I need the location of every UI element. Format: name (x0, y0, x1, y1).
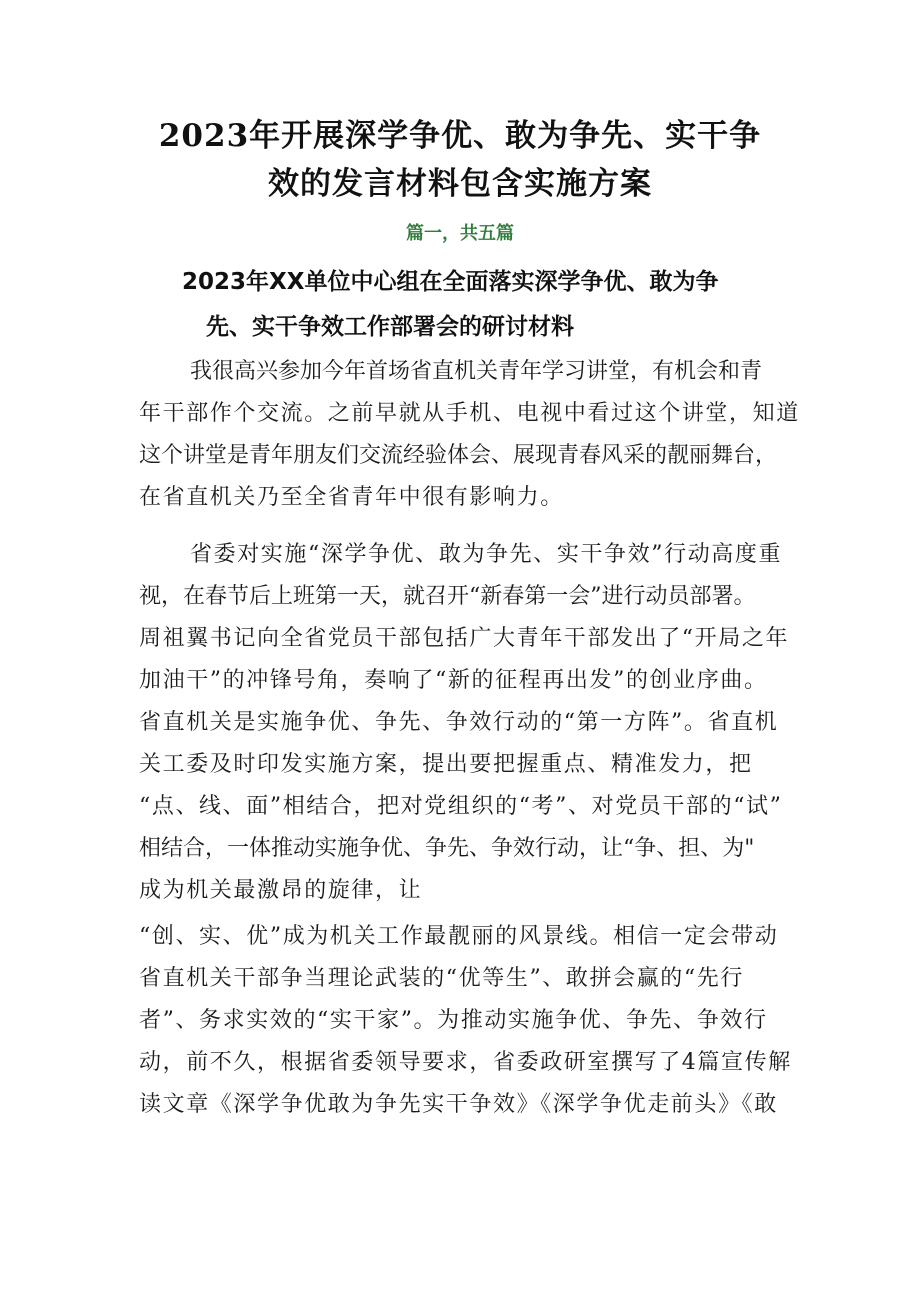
body-line: 在省直机关乃至全省青年中很有影响力。 (139, 485, 564, 510)
body-line: 关工委及时印发实施方案，提出要把握重点、精准发力，把 (139, 752, 753, 777)
body-line: 加油干”的冲锋号角，奏响了“新的征程再出发”的创业序曲。 (139, 668, 768, 693)
body-line: 省直机关是实施争优、争先、争效行动的“第一方阵”。省直机 (139, 710, 779, 735)
body-line: 省直机关干部争当理论武装的“优等生”、敢拼会赢的“先行 (139, 966, 744, 991)
body-line: “点、线、面”相结合，把对党组织的“考”、对党员干部的“试” (139, 794, 783, 819)
body-line: 者”、务求实效的“实干家”。为推动实施争优、争先、争效行 (139, 1008, 768, 1033)
body-line: 年干部作个交流。之前早就从手机、电视中看过这个讲堂，知道 (139, 401, 800, 426)
body-line: 读文章《深学争优敢为争先实干争效》《深学争优走前头》《敢 (139, 1092, 778, 1117)
section-title-line-1: 2023年XX单位中心组在全面落实深学争优、敢为争 (182, 269, 719, 295)
body-line: 我很高兴参加今年首场省直机关青年学习讲堂，有机会和青 (190, 359, 763, 384)
body-line: “创、实、优”成为机关工作最靓丽的风景线。相信一定会带动 (139, 924, 779, 949)
body-line: 成为机关最激昂的旋律，让 (139, 878, 423, 903)
document-title-line-2: 效的发言材料包含实施方案 (268, 166, 652, 202)
body-line: 视，在春节后上班第一天，就召开“新春第一会”进行动员部署。 (139, 584, 756, 609)
body-line: 这个讲堂是青年朋友们交流经验体会、展现青春风采的靓丽舞台， (139, 443, 778, 468)
body-line: 动，前不久，根据省委领导要求，省委政研室撰写了4篇宣传解 (139, 1050, 792, 1075)
section-title-line-2: 先、实干争效工作部署会的研讨材料 (206, 314, 574, 340)
document-subtitle: 篇一，共五篇 (406, 223, 514, 244)
document-title-line-1: 2023年开展深学争优、敢为争先、实干争 (158, 118, 762, 154)
body-line: 相结合，一体推动实施争优、争先、争效行动，让“争、担、为" (139, 836, 755, 861)
body-line: 省委对实施“深学争优、敢为争先、实干争效”行动高度重 (190, 542, 783, 567)
body-line: 周祖翼书记向全省党员干部包括广大青年干部发出了“开局之年 (139, 626, 790, 651)
